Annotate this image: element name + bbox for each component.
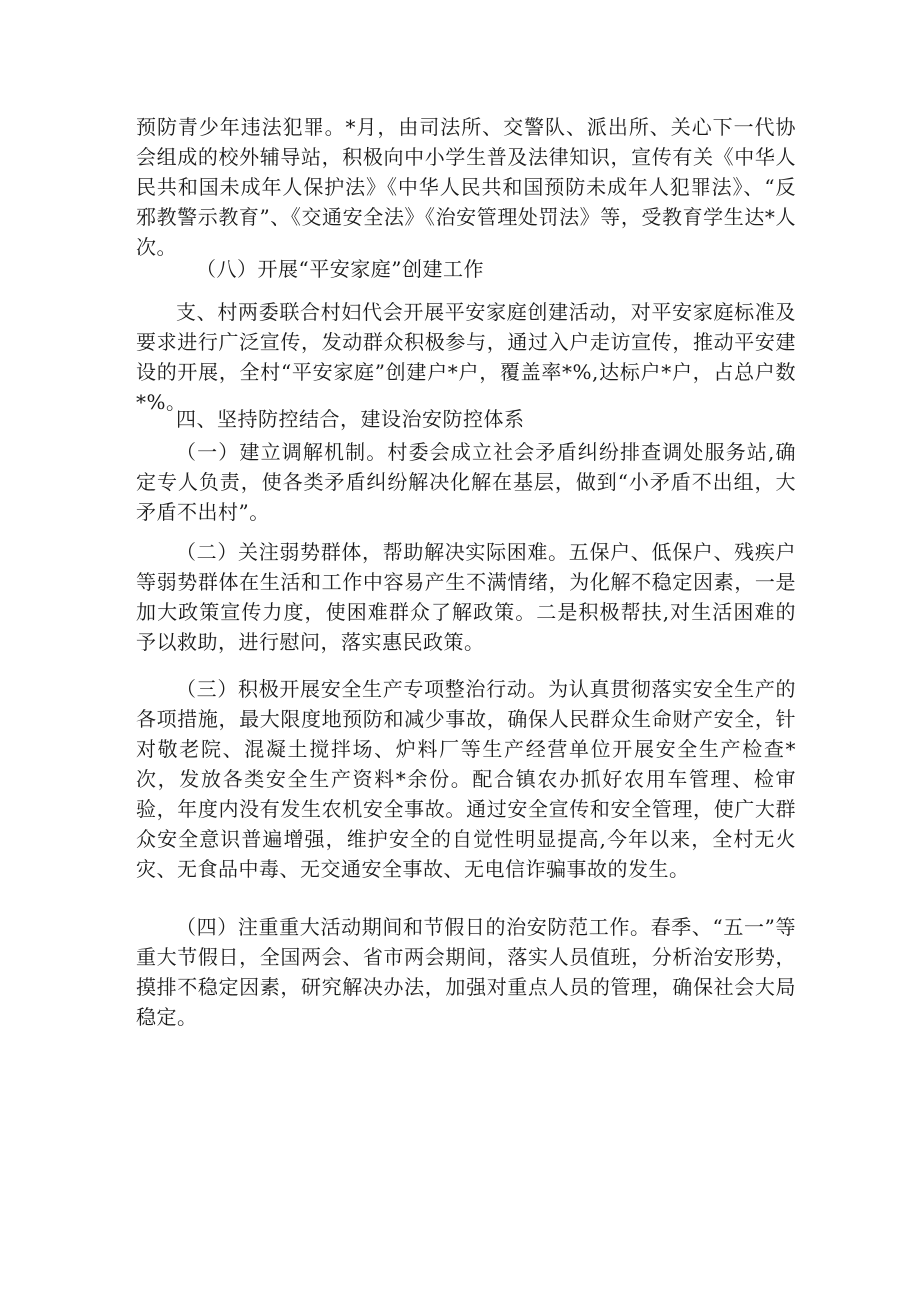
paragraph-safety-production: （三）积极开展安全生产专项整治行动。为认真贯彻落实安全生产的各项措施，最大限度地预防和减少事故，确保人民群众生命财产安全，针对敬老院、混凝土搅拌场、炉料厂等生产经营单位开展安全生产检查*次，发放各类安全生产资料*余份。配合镇农办抓好农用车管理、检审验，年度内没有发生农机安全事故。通过安全宣传和安全管理，使广大群众安全意识普遍增强，维护安全的自觉性明显提高,今年以来，全村无火灾、无食品中毒、无交通安全事故、无电信诈骗事故的发生。 [136, 677, 796, 881]
paragraph-youth-crime-prevention: 预防青少年违法犯罪。*月，由司法所、交警队、派出所、关心下一代协会组成的校外辅导站，积极向中小学生普及法律知识，宣传有关《中华人民共和国未成年人保护法》《中华人民共和国预防未成年人犯罪法》、“反邪教警示教育”、《交通安全法》《治安管理处罚法》等，受教育学生达*人次。 [136, 115, 796, 259]
heading-safe-family: （八）开展“平安家庭”创建工作 [196, 257, 484, 281]
paragraph-holiday-security: （四）注重重大活动期间和节假日的治安防范工作。春季、“五一”等重大节假日，全国两会、省市两会期间，落实人员值班，分析治安形势，摸排不稳定因素，研究解决办法，加强对重点人员的管理，确保社会大局稳定。 [136, 915, 796, 1029]
paragraph-safe-family-campaign: 支、村两委联合村妇代会开展平安家庭创建活动，对平安家庭标准及要求进行广泛宣传，发动群众积极参与，通过入户走访宣传，推动平安建设的开展，全村“平安家庭”创建户*户，覆盖率*%,达标户*户，占总户数*%。 [136, 300, 796, 414]
heading-section-four: 四、坚持防控结合，建设治安防控体系 [176, 407, 525, 431]
paragraph-mediation-mechanism: （一）建立调解机制。村委会成立社会矛盾纠纷排查调处服务站,确定专人负责，使各类矛盾纠纷解决化解在基层，做到“小矛盾不出组，大矛盾不出村”。 [136, 440, 796, 524]
paragraph-vulnerable-groups: （二）关注弱势群体，帮助解决实际困难。五保户、低保户、残疾户等弱势群体在生活和工作中容易产生不满情绪，为化解不稳定因素，一是加大政策宣传力度，使困难群众了解政策。二是积极帮扶,对生活困难的予以救助，进行慰问，落实惠民政策。 [136, 540, 796, 654]
